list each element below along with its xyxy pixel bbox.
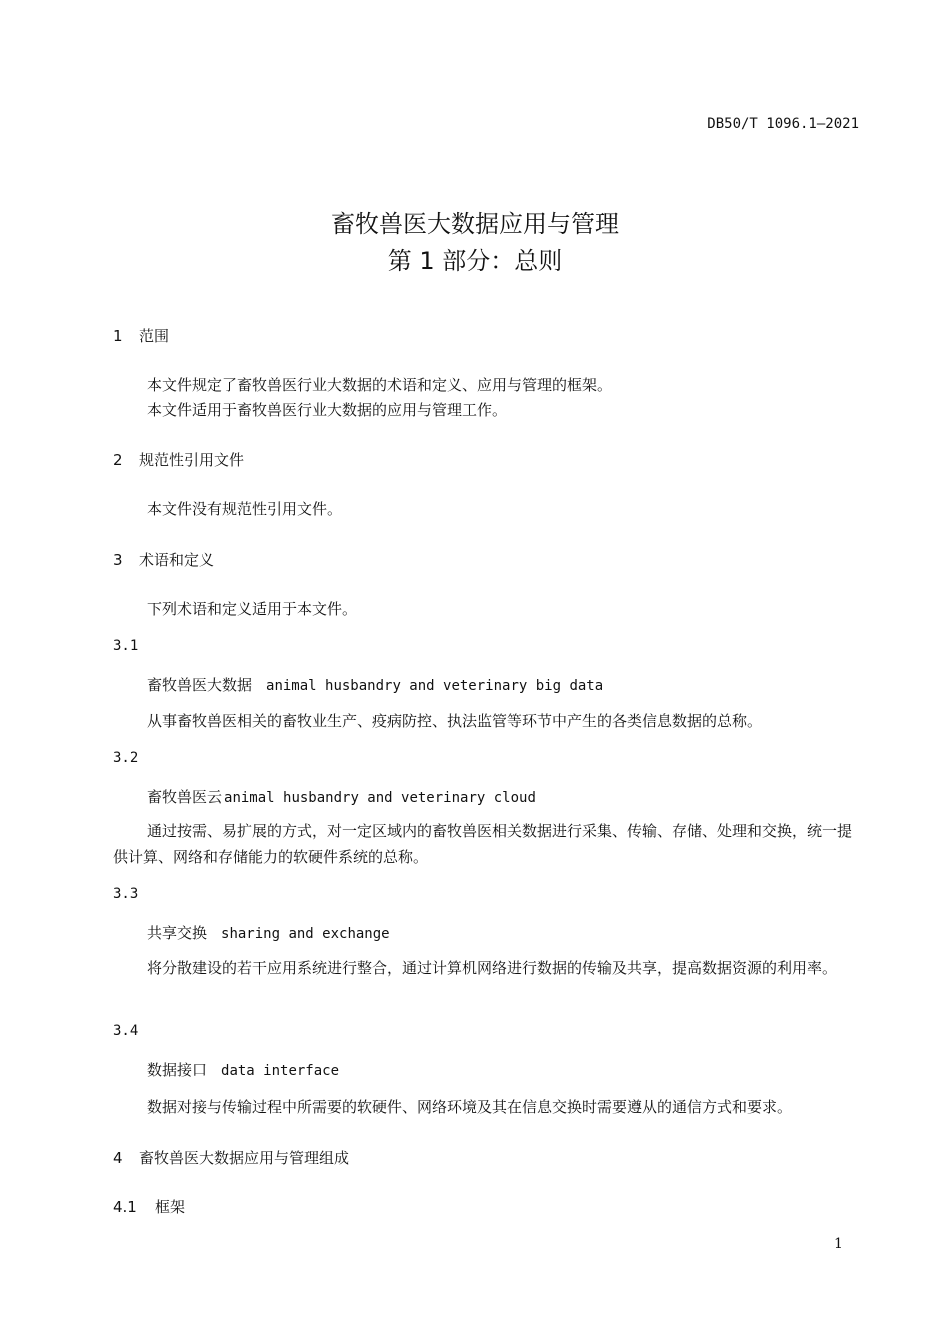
section-3-intro: 下列术语和定义适用于本文件。 [147,600,358,618]
section-number: 1 [113,327,123,345]
section-2-paragraph-1: 本文件没有规范性引用文件。 [147,500,343,518]
page-number: 1 [834,1236,843,1252]
term-chinese: 数据接口 [147,1061,208,1079]
subsection-number: 4.1 [113,1198,137,1216]
term-chinese: 畜牧兽医大数据 [147,676,253,694]
term-english: data interface [221,1063,340,1079]
term-definition: 数据对接与传输过程中所需要的软硬件、网络环境及其在信息交换时需要遵从的通信方式和要求。 [147,1098,793,1116]
section-3-heading [113,549,214,570]
term-chinese: 共享交换 [147,924,208,942]
term-english: sharing and exchange [221,926,390,942]
subsection-title: 框架 [155,1198,186,1216]
term-definition: 通过按需、易扩展的方式，对一定区域内的畜牧兽医相关数据进行采集、传输、存储、处理和交换，统一提供计算、网络和存储能力的软硬件系统的总称。 [113,822,853,866]
section-1-paragraph-2: 本文件适用于畜牧兽医行业大数据的应用与管理工作。 [147,401,508,419]
term-english: animal husbandry and veterinary big data [266,678,604,694]
term-definition: 从事畜牧兽医相关的畜牧业生产、疫病防控、执法监管等环节中产生的各类信息数据的总称。 [147,712,763,730]
section-1-heading [113,325,169,346]
term-english: animal husbandry and veterinary cloud [224,790,536,806]
term-heading [147,786,536,807]
term-heading [147,1059,339,1080]
section-title: 规范性引用文件 [139,451,245,469]
term-definition: 将分散建设的若干应用系统进行整合，通过计算机网络进行数据的传输及共享，提高数据资源的利用率。 [147,959,838,977]
section-number: 3 [113,551,123,569]
section-4-heading [113,1147,349,1168]
section-title: 范围 [139,327,170,345]
section-number: 2 [113,451,123,469]
section-title: 畜牧兽医大数据应用与管理组成 [139,1149,350,1167]
term-heading [147,922,390,943]
section-1-paragraph-1: 本文件规定了畜牧兽医行业大数据的术语和定义、应用与管理的框架。 [147,376,613,394]
term-number: 3.1 [113,638,139,654]
document-code: DB50/T 1096.1—2021 [707,116,859,132]
term-chinese: 畜牧兽医云 [147,788,223,806]
term-number: 3.4 [113,1023,139,1039]
term-number: 3.3 [113,886,139,902]
document-title: 畜牧兽医大数据应用与管理 [331,210,619,238]
subsection-4-1-heading [113,1196,185,1217]
section-2-heading [113,449,244,470]
section-title: 术语和定义 [139,551,215,569]
term-number: 3.2 [113,750,139,766]
document-part-title: 第 1 部分：总则 [387,247,563,275]
term-heading [147,674,603,695]
section-number: 4 [113,1149,123,1167]
